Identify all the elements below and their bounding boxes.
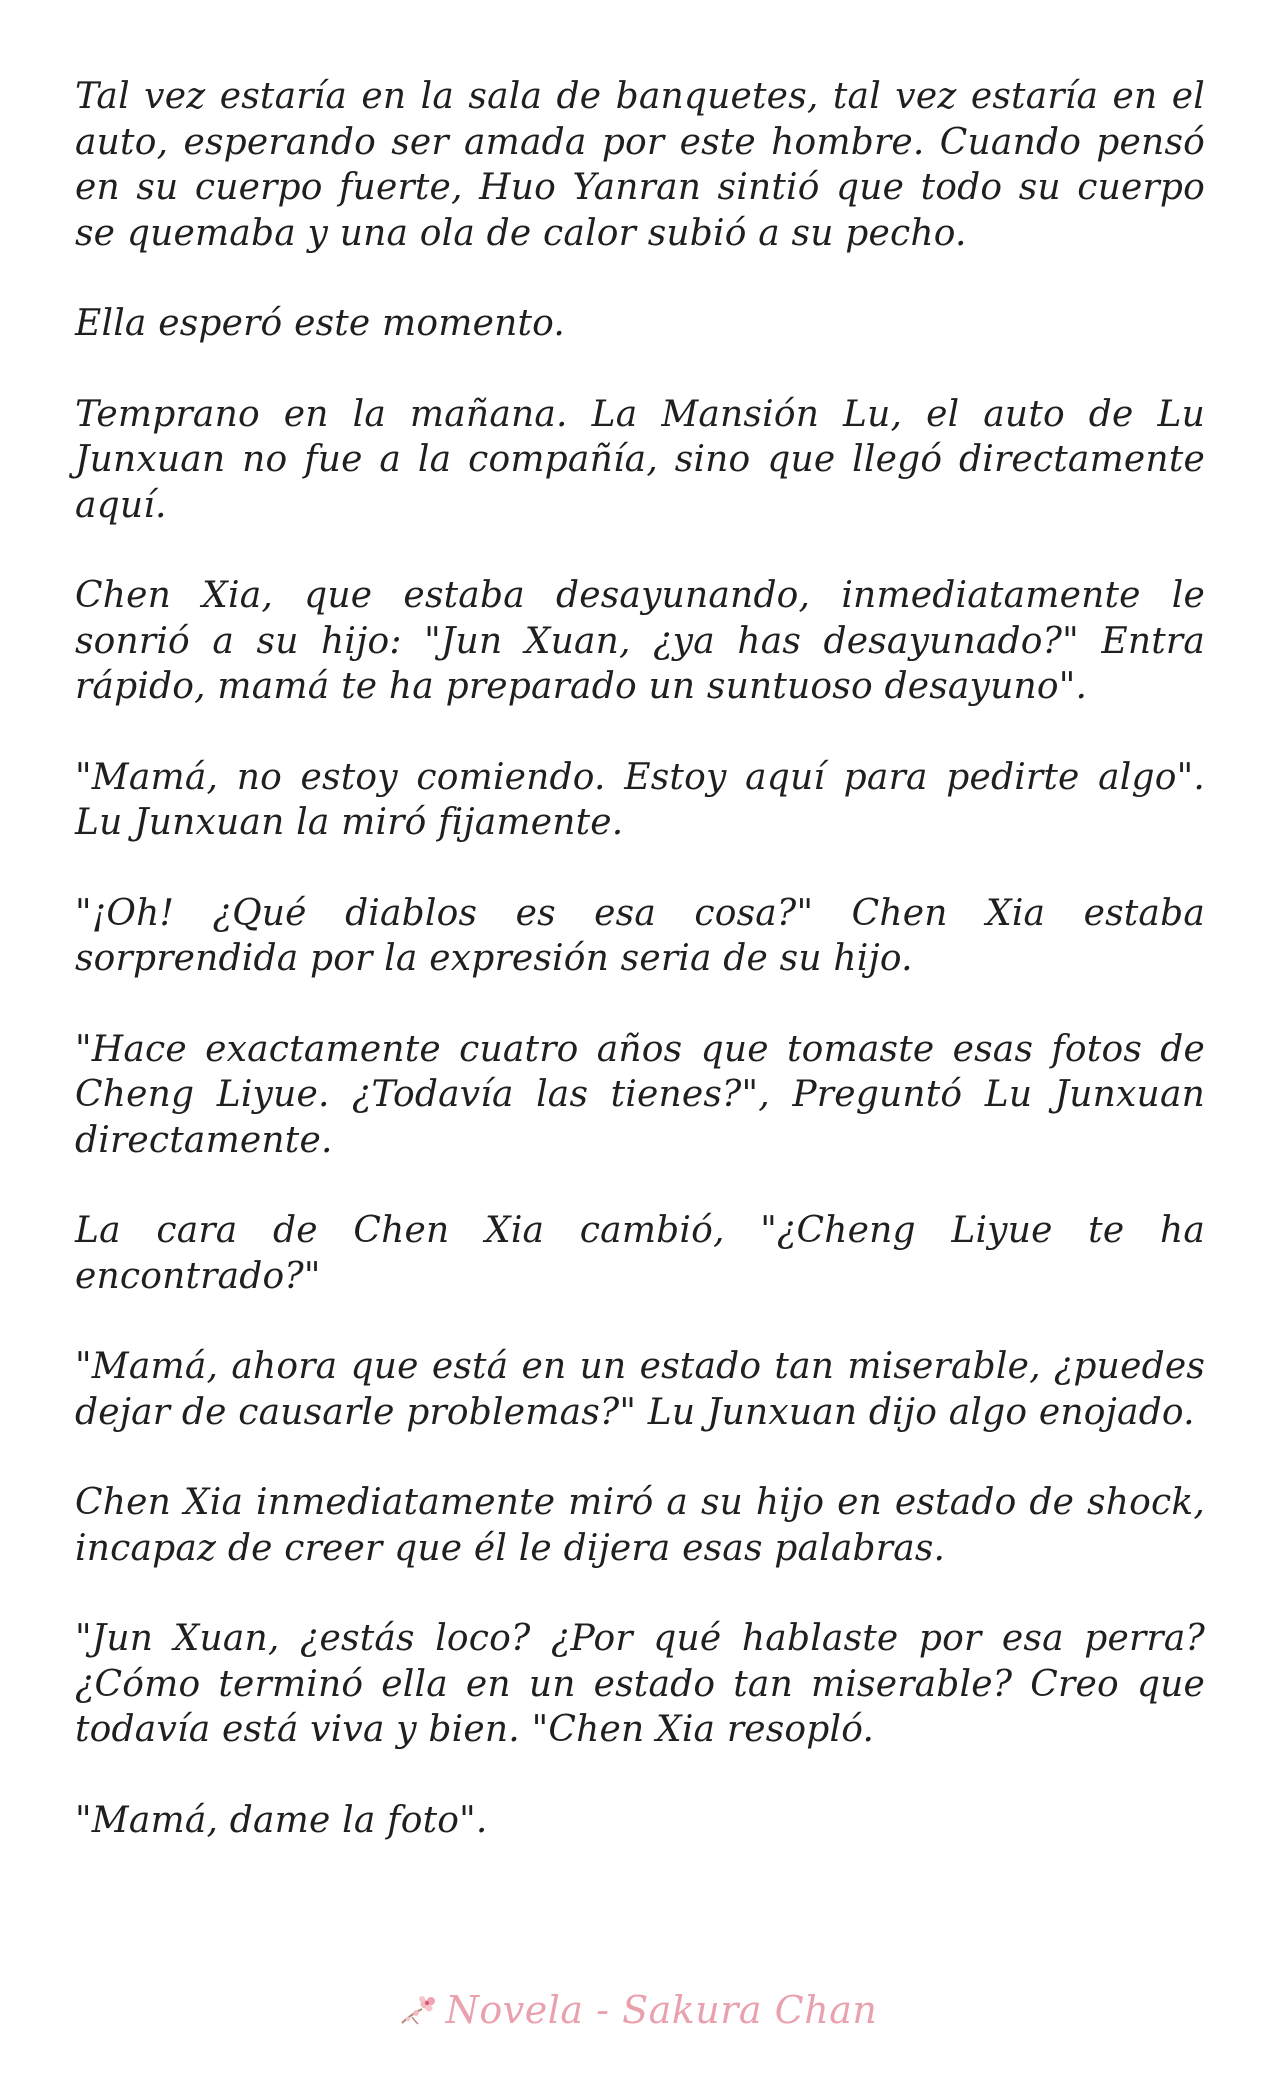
paragraph-8: La cara de Chen Xia cambió, "¿Cheng Liyue te ha encontrado?"	[75, 1210, 1205, 1297]
watermark-group	[398, 1988, 878, 2032]
paragraph-1: Tal vez estaría en la sala de banquetes, tal vez estaría en el auto, esperando ser amada por este hombre. Cuando pensó en su cuerpo fuerte, Huo Yanran sintió que todo su cuerpo se quemaba y una ola de calor subió a su pecho.	[75, 76, 1205, 254]
paragraph-5: "Mamá, no estoy comiendo. Estoy aquí para pedirte algo". Lu Junxuan la miró fijamente.	[75, 756, 1205, 843]
paragraph-6: "¡Oh! ¿Qué diablos es esa cosa?" Chen Xia estaba sorprendida por la expresión seria de su hijo.	[75, 892, 1205, 979]
chapter-text	[75, 74, 1205, 1888]
paragraph-11: "Jun Xuan, ¿estás loco? ¿Por qué hablaste por esa perra? ¿Cómo terminó ella en un estado tan miserable? Creo que todavía está viva y bien. "Chen Xia resopló.	[75, 1618, 1205, 1750]
paragraph-7: "Hace exactamente cuatro años que tomaste esas fotos de Cheng Liyue. ¿Todavía las tienes?", Preguntó Lu Junxuan directamente.	[75, 1028, 1205, 1161]
watermark-text: Novela - Sakura Chan	[445, 1988, 878, 2032]
paragraph-9: "Mamá, ahora que está en un estado tan miserable, ¿puedes dejar de causarle problemas?" Lu Junxuan dijo algo enojado.	[75, 1346, 1205, 1433]
paragraph-3: Temprano en la mañana. La Mansión Lu, el auto de Lu Junxuan no fue a la compañía, sino que llegó directamente aquí.	[75, 393, 1205, 526]
sakura-flower-icon	[398, 1993, 438, 2027]
footer-watermark	[0, 1985, 1275, 2035]
paragraph-4: Chen Xia, que estaba desayunando, inmediatamente le sonrió a su hijo: "Jun Xuan, ¿ya has desayunado?" Entra rápido, mamá te ha preparado un suntuoso desayuno".	[75, 575, 1205, 707]
paragraph-12: "Mamá, dame la foto".	[75, 1799, 488, 1841]
paragraph-10: Chen Xia inmediatamente miró a su hijo en estado de shock, incapaz de creer que él le dijera esas palabras.	[75, 1482, 1205, 1569]
paragraph-2: Ella esperó este momento.	[75, 303, 566, 344]
